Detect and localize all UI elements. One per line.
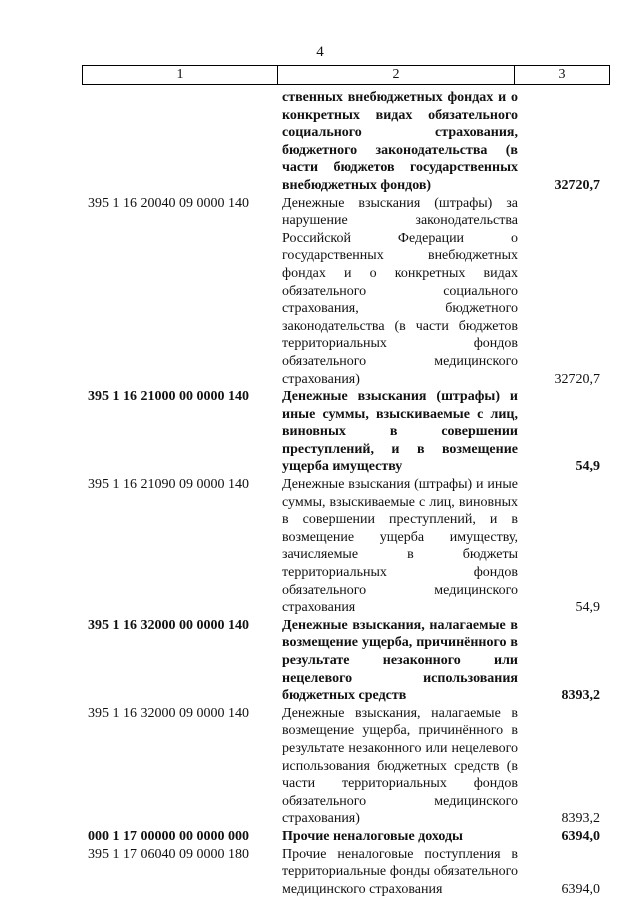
row-name: Денежные взыскания (штрафы) за нарушение законодательства Российской Федерации о государственных внебюджетных фондах и о конкретных видах обязательного социального страхования, бюджетного законодательства (в части бюджетов территориальных фондов обязательного медицинского страхования) (282, 195, 518, 387)
header-col-3: 3 (558, 67, 566, 82)
row-code (82, 89, 282, 195)
row-name: Денежные взыскания (штрафы) и иные суммы, взыскиваемые с лиц, виновных в совершении преступлений, и в возмещение ущерба имуществу (282, 389, 518, 475)
table-row (82, 89, 610, 195)
row-amount: 54,9 (575, 459, 600, 475)
header-col-2: 2 (278, 66, 515, 84)
row-name: Денежные взыскания, налагаемые в возмещение ущерба, причинённого в результате незаконного или нецелевого использования бюджетных средств (в части территориальных фондов обязательного медицинского страхования) (282, 705, 518, 827)
header-col-1: 1 (83, 66, 278, 84)
row-code: 395 1 16 20040 09 0000 140 (88, 195, 249, 211)
table-row (82, 195, 610, 389)
row-amount: 8393,2 (561, 811, 600, 827)
table-row (82, 476, 610, 617)
table-row (82, 828, 610, 846)
table-row (82, 617, 610, 705)
row-code: 395 1 16 21000 00 0000 140 (88, 389, 249, 405)
row-code: 000 1 17 00000 00 0000 000 (88, 828, 249, 844)
row-name: Денежные взыскания, налагаемые в возмещение ущерба, причинённого в результате незаконного или нецелевого использования бюджетных средств (282, 617, 518, 704)
row-amount: 32720,7 (554, 177, 600, 193)
row-amount: 54,9 (575, 600, 600, 616)
row-code: 395 1 17 06040 09 0000 180 (88, 846, 249, 862)
row-code: 395 1 16 21090 09 0000 140 (88, 477, 249, 493)
row-name: ственных внебюджетных фондах и о конкретных видах обязательного социального страхования, бюджетного законодательства (в части бюджетов государственных внебюджетных фондов) (282, 90, 518, 193)
row-code: 395 1 16 32000 09 0000 140 (88, 705, 249, 721)
row-amount: 6394,0 (561, 828, 600, 844)
table-header (82, 65, 610, 85)
table-row (82, 846, 610, 899)
row-amount: 32720,7 (554, 371, 600, 387)
table-row (82, 388, 610, 476)
row-code: 395 1 16 32000 00 0000 140 (88, 617, 249, 633)
table-row (82, 705, 610, 828)
row-amount: 8393,2 (561, 688, 600, 704)
row-amount: 6394,0 (561, 881, 600, 897)
row-name: Денежные взыскания (штрафы) и иные суммы, взыскиваемые с лиц, виновных в совершении преступлений, и в возмещение ущерба имуществу, зачисляемые в бюджеты территориальных фондов обязательного медицинского страхования (282, 477, 518, 616)
page-number: 4 (316, 44, 324, 60)
row-name: Прочие неналоговые поступления в территориальные фонды обязательного медицинского страхования (282, 846, 518, 897)
row-name: Прочие неналоговые доходы (282, 828, 463, 844)
table-body (82, 89, 610, 898)
